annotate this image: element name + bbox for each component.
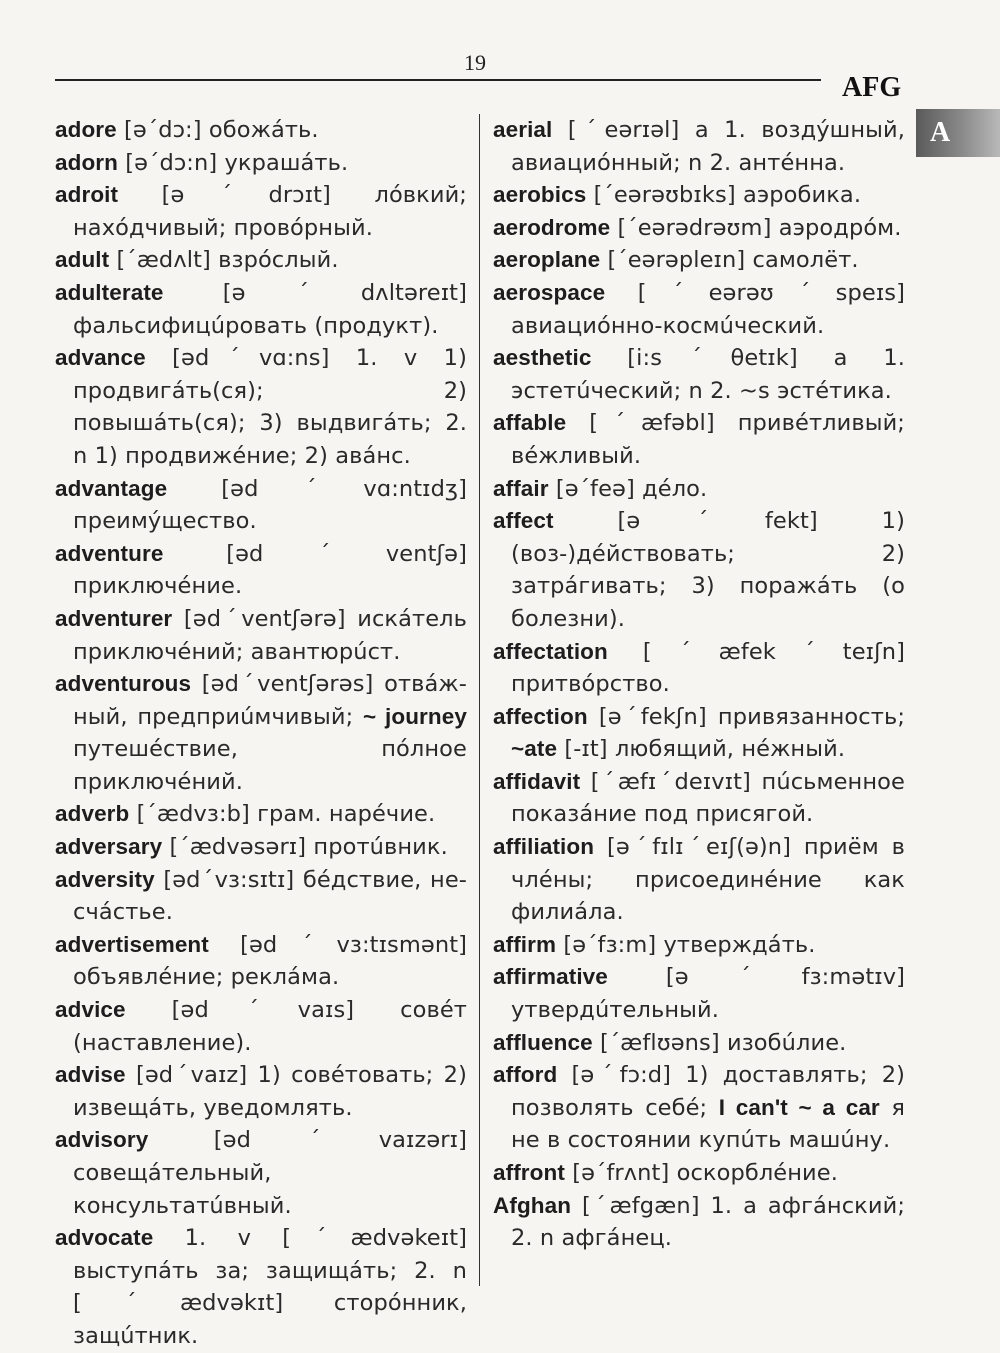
dictionary-entry <box>493 212 905 245</box>
entry-headword: adult <box>55 247 110 273</box>
dictionary-entry <box>55 1222 467 1352</box>
dictionary-entry <box>55 342 467 472</box>
entry-headword: aerospace <box>493 279 606 305</box>
dictionary-entry <box>493 179 905 212</box>
entry-definition: [ədˊventʃərəs] отвáж-ный, предприúмчивый; <box>73 671 467 730</box>
entry-headword: affection <box>493 703 588 729</box>
entry-example-phrase: ~ate <box>511 736 558 762</box>
entry-headword: adversary <box>55 834 163 860</box>
entry-definition: [əˊdʌltəreɪt] фальсифицúровать (продукт). <box>73 279 467 339</box>
dictionary-entry <box>55 114 467 147</box>
entry-definition: [əˊfrʌnt] оскорблéние. <box>572 1160 838 1186</box>
page-number: 19 <box>464 50 486 75</box>
entry-definition: [i:sˊθetɪk] a 1. эстетúческий; n 2. ~s эстéтика. <box>511 345 905 404</box>
entry-headword: affiliation <box>493 834 595 860</box>
entry-definition: [ədˊvɑ:ns] 1. v 1) продвигáть(ся); 2) повышáть(ся); 3) выдвигáть; 2. n 1) продвижéние; 2) авáнс. <box>73 345 467 469</box>
entry-headword: affirmative <box>493 964 608 990</box>
dictionary-entry <box>493 701 905 766</box>
thumb-letter: A <box>930 117 951 148</box>
entry-definition: [ˊeərəʊˊspeɪs] авиациóнно-космúческий. <box>511 279 905 339</box>
entry-example-phrase: ~ journey <box>362 703 467 729</box>
entry-headword: advantage <box>55 475 168 501</box>
dictionary-entry <box>55 798 467 831</box>
entry-headword: aeroplane <box>493 247 601 273</box>
dictionary-entry <box>55 929 467 994</box>
dictionary-entry <box>493 831 905 929</box>
dictionary-entry <box>55 147 467 180</box>
dictionary-entry <box>493 114 905 179</box>
dictionary-entry <box>55 277 467 342</box>
entry-definition: [əˊdɔ:n] украшáть. <box>125 149 349 176</box>
dictionary-entry <box>55 864 467 929</box>
dictionary-entry <box>493 342 905 407</box>
entry-definition: [ədˊvɜ:tɪsmənt] объявлéние; реклáма. <box>73 931 467 991</box>
entry-definition: [ədˊvɜ:sɪtɪ] бéдствие, не-счáстье. <box>73 866 467 926</box>
entry-headword: affectation <box>493 638 608 664</box>
column-divider <box>479 114 480 1286</box>
dictionary-entry <box>493 961 905 1026</box>
entry-headword: aesthetic <box>493 345 592 371</box>
left-column <box>55 114 467 1353</box>
entry-headword: adventure <box>55 540 164 566</box>
entry-headword: aerodrome <box>493 214 611 240</box>
dictionary-entry <box>55 831 467 864</box>
entry-definition: [əˊfɔ:d] 1) доставлять; 2) позволять себé; <box>511 1062 905 1121</box>
entry-headword: adulterate <box>55 279 164 305</box>
dictionary-entry <box>55 1124 467 1222</box>
entry-headword: affair <box>493 475 549 501</box>
entry-definition: [ˊædvəsərɪ] протúвник. <box>169 834 448 861</box>
dictionary-entry <box>493 766 905 831</box>
entry-headword: adore <box>55 117 117 142</box>
entry-headword: affidavit <box>493 768 581 794</box>
dictionary-entry <box>55 244 467 277</box>
entry-definition: [ˊæfekˊteɪʃn] притвóрство. <box>511 638 905 698</box>
entry-example-translation: [-ɪt] любящий, нéжный. <box>564 736 846 763</box>
entry-example-translation: путешéствие, пóлное приключéний. <box>73 736 467 795</box>
entry-definition: [ˊeərəʊbɪks] аэробика. <box>593 182 862 209</box>
entry-headword: adroit <box>55 182 119 208</box>
entry-definition: [əˊfekt] 1) (воз-)дéйствовать; 2) затрáгивать; 3) поражáть (о болезни). <box>511 508 905 632</box>
entry-definition: [əˊfɜ:mətɪv] утвердúтельный. <box>511 964 905 1024</box>
running-head: AFG <box>842 72 902 103</box>
dictionary-entry <box>493 1059 905 1157</box>
entry-definition: [əˊfɪlɪˊeɪʃ(ə)n] приём в члéны; присоединéние как филиáла. <box>511 834 905 926</box>
header-rule <box>55 79 821 81</box>
entry-headword: affect <box>493 508 554 534</box>
entry-definition: [ˊeərədrəʊm] аэродрóм. <box>617 214 902 241</box>
entry-headword: affirm <box>493 931 557 957</box>
entry-definition: [əˊdrɔɪt] лóвкий; нахóдчивый; провóрный. <box>73 182 467 241</box>
dictionary-entry <box>55 538 467 603</box>
entry-definition: [ədˊvaɪs] совéт (наставление). <box>73 997 467 1056</box>
entry-headword: advocate <box>55 1225 154 1251</box>
dictionary-entry <box>55 603 467 668</box>
dictionary-entry <box>493 1190 905 1255</box>
entry-definition: [əˊdɔ:] обожáть. <box>124 117 319 143</box>
entry-example-translation: я не в состоянии купúть машúну. <box>511 1094 905 1154</box>
entry-definition: 1. v [ˊædvəkeɪt] выступáть за; защищáть; 2. n [ˊædvəkɪt] сторóнник, защúтник. <box>73 1225 467 1349</box>
right-column <box>493 114 905 1255</box>
entry-definition: [ədˊvaɪzərɪ] совещáтельный, консультатúвный. <box>73 1127 467 1219</box>
dictionary-entry <box>493 244 905 277</box>
entry-definition: [ədˊvɑ:ntɪdʒ] преимýщество. <box>73 475 467 535</box>
entry-headword: advice <box>55 997 126 1023</box>
entry-definition: [ˊædʌlt] взрóслый. <box>116 247 339 274</box>
dictionary-entry <box>55 1059 467 1124</box>
entry-headword: Afghan <box>493 1192 572 1218</box>
entry-headword: aerial <box>493 117 553 142</box>
thumb-index-tab <box>916 109 1000 157</box>
entry-definition: [ədˊvaɪz] 1) совéтовать; 2) извещáть, уведомлять. <box>73 1062 467 1121</box>
dictionary-entry <box>55 668 467 798</box>
entry-headword: adorn <box>55 149 119 175</box>
dictionary-entry <box>493 407 905 472</box>
entry-headword: adversity <box>55 866 155 892</box>
dictionary-entry <box>493 636 905 701</box>
entry-definition: [əˊfeə] дéло. <box>555 475 708 502</box>
entry-headword: adverb <box>55 801 130 827</box>
entry-definition: [ˊeərəpleɪn] самолёт. <box>607 247 859 274</box>
entry-headword: adventurous <box>55 671 192 697</box>
entry-definition: [ˊæfɪˊdeɪvɪt] пúсьменное показáние под присягой. <box>511 768 905 828</box>
entry-headword: affluence <box>493 1029 593 1055</box>
entry-definition: [ˊeərɪəl] a 1. воздýшный, авиациóнный; n 2. антéнна. <box>511 117 905 176</box>
dictionary-entry <box>493 1157 905 1190</box>
entry-definition: [ˊæfəbl] привéтливый; вéжливый. <box>511 410 905 469</box>
entry-headword: advise <box>55 1062 126 1088</box>
entry-definition: [ˊæflʊəns] изобúлие. <box>599 1029 847 1056</box>
dictionary-entry <box>493 473 905 506</box>
entry-headword: adventurer <box>55 605 173 631</box>
dictionary-entry <box>493 1027 905 1060</box>
entry-example-phrase: I can't ~ a car <box>718 1094 880 1120</box>
entry-headword: advance <box>55 345 146 371</box>
entry-headword: advertisement <box>55 931 209 957</box>
dictionary-entry <box>55 473 467 538</box>
entry-headword: afford <box>493 1062 558 1088</box>
entry-definition: [əˊfekʃn] привязанность; <box>598 703 905 730</box>
entry-headword: affable <box>493 410 567 436</box>
entry-definition: [ədˊventʃə] приключéние. <box>73 540 467 600</box>
entry-headword: aerobics <box>493 182 587 208</box>
dictionary-entry <box>493 277 905 342</box>
dictionary-entry <box>493 505 905 635</box>
entry-definition: [ˊædvɜ:b] грам. нарéчие. <box>136 801 436 828</box>
entry-headword: affront <box>493 1160 565 1185</box>
dictionary-entry <box>55 179 467 244</box>
dictionary-entry <box>55 994 467 1059</box>
entry-headword: advisory <box>55 1127 149 1153</box>
dictionary-entry <box>493 929 905 962</box>
entry-definition: [ədˊventʃərə] искáтель приключéний; авантюрúст. <box>73 605 467 665</box>
entry-definition: [ˊæfgæn] 1. a афгáнский; 2. n афгáнец. <box>511 1192 905 1252</box>
entry-definition: [əˊfɜ:m] утверждáть. <box>563 931 816 958</box>
